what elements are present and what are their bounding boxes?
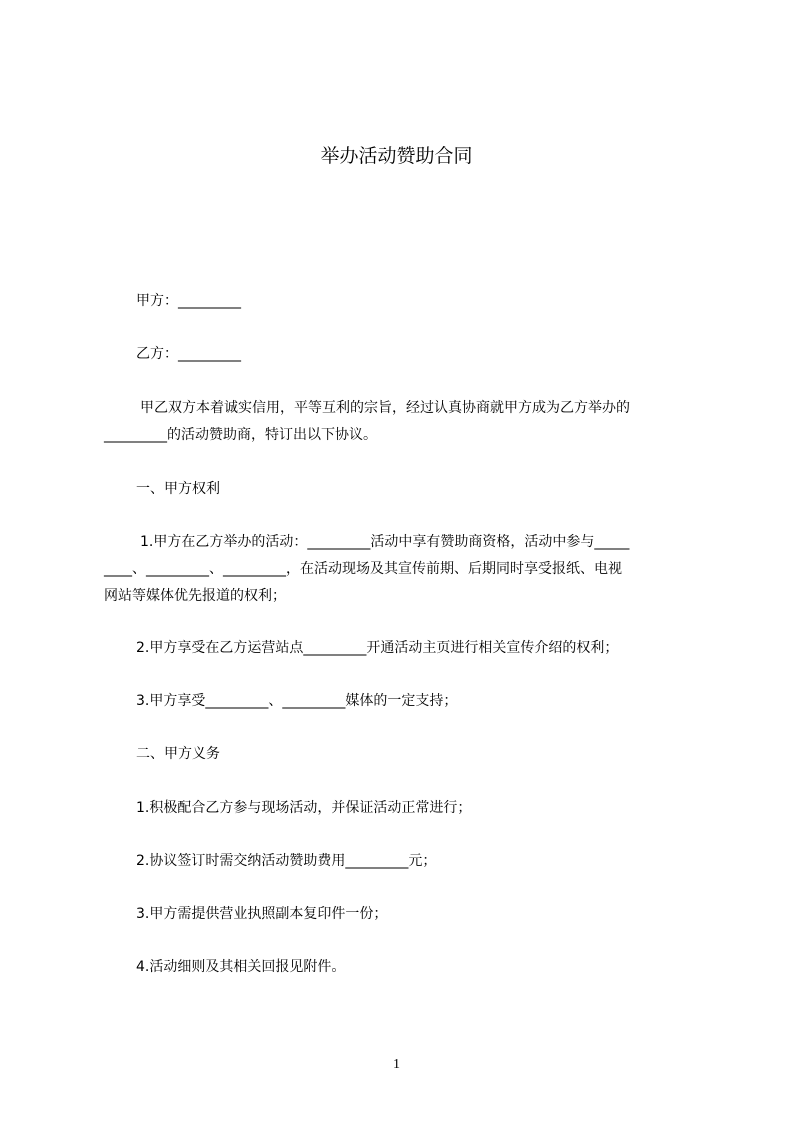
section-1-item-1-line-2: ____、_________、_________，在活动现场及其宣传前期、后期同时享受报纸、电视	[104, 561, 622, 577]
section-2-item-3: 3.甲方需提供营业执照副本复印件一份；	[136, 906, 388, 922]
section-2-item-4: 4.活动细则及其相关回报见附件。	[136, 959, 346, 975]
contract-title: 举办活动赞助合同	[320, 145, 473, 167]
section-1-item-3: 3.甲方享受_________、_________媒体的一定支持；	[136, 693, 458, 709]
party-a-line: 甲方：_________	[136, 293, 241, 309]
section-1-item-2: 2.甲方享受在乙方运营站点_________开通活动主页进行相关宣传介绍的权利；	[136, 640, 619, 656]
section-2-heading: 二、甲方义务	[136, 746, 220, 762]
section-2-item-2: 2.协议签订时需交纳活动赞助费用_________元；	[136, 853, 437, 869]
intro-line-2: _________的活动赞助商，特订出以下协议。	[104, 427, 377, 443]
intro-line-1: 甲乙双方本着诚实信用，平等互利的宗旨，经过认真协商就甲方成为乙方举办的	[140, 400, 630, 416]
page-number: 1	[393, 1057, 400, 1072]
party-b-line: 乙方：_________	[136, 346, 241, 362]
section-1-item-1-line-1: 1.甲方在乙方举办的活动：_________活动中享有赞助商资格，活动中参与_____	[140, 534, 630, 550]
section-1-item-1-line-3: 网站等媒体优先报道的权利；	[104, 588, 286, 604]
section-1-heading: 一、甲方权利	[136, 481, 220, 497]
section-2-item-1: 1.积极配合乙方参与现场活动，并保证活动正常进行；	[136, 800, 472, 816]
